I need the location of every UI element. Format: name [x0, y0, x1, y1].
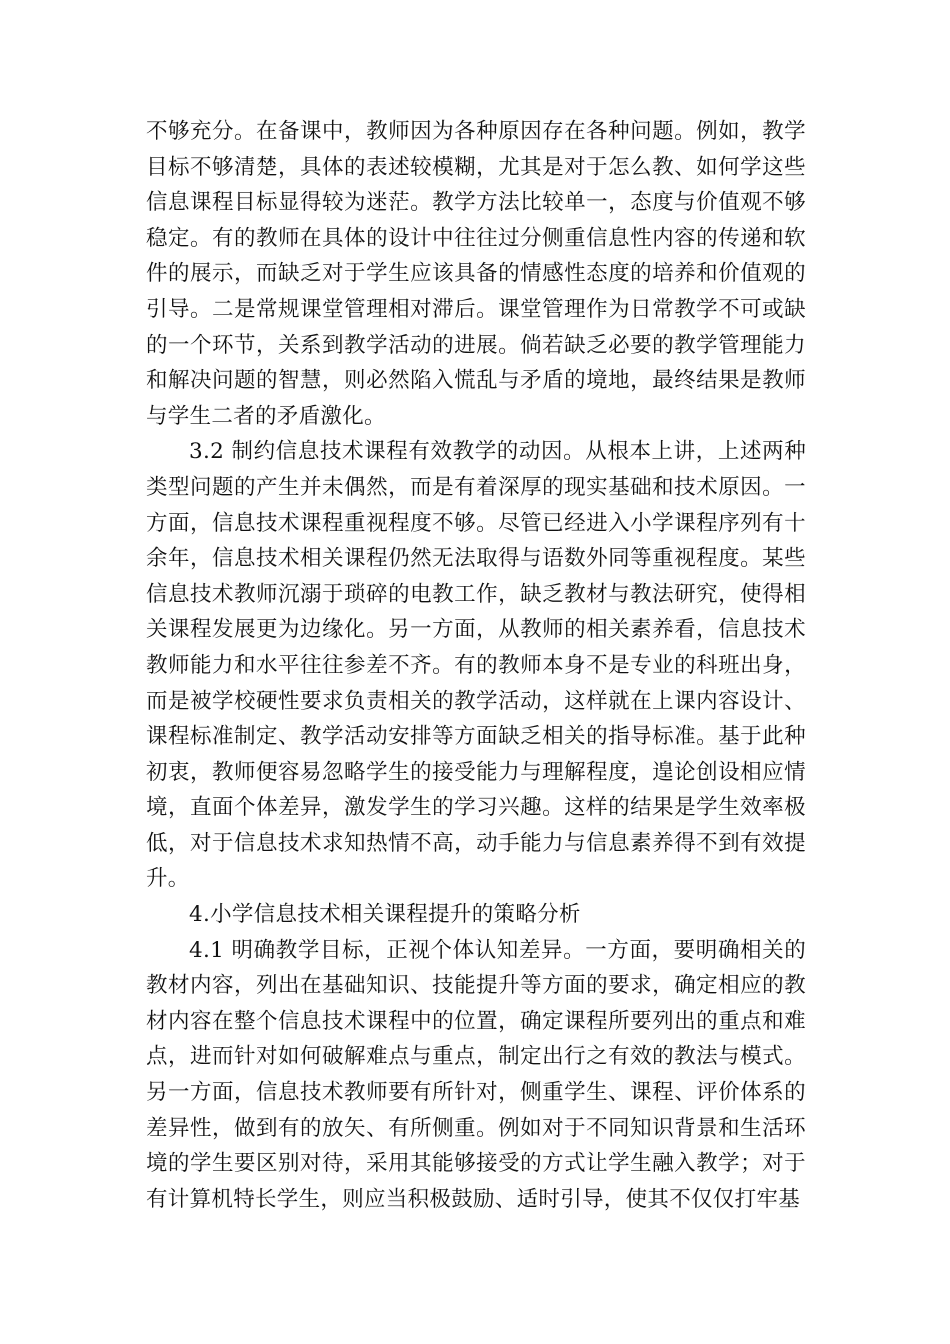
section-heading-4: 4.小学信息技术相关课程提升的策略分析 — [189, 902, 581, 928]
paragraph-continued: 不够充分。在备课中，教师因为各种原因存在各种问题。例如，教学目标不够清楚，具体的表述较模糊，尤其是对于怎么教、如何学这些信息课程目标显得较为迷茫。教学方法比较单一，态度与价值观不够稳定。有的教师在具体的设计中往往过分侧重信息性内容的传递和软件的展示，而缺乏对于学生应该具备的情感性态度的培养和价值观的引导。二是常规课堂管理相对滞后。课堂管理作为日常教学不可或缺的一个环节，关系到教学活动的进展。倘若缺乏必要的教学管理能力和解决问题的智慧，则必然陷入慌乱与矛盾的境地，最终结果是教师与学生二者的矛盾激化。 — [146, 119, 806, 429]
paragraph-section-3-2: 3.2 制约信息技术课程有效教学的动因。从根本上讲，上述两种类型问题的产生并未偶然，而是有着深厚的现实基础和技术原因。一方面，信息技术课程重视程度不够。尽管已经进入小学课程序列有十余年，信息技术相关课程仍然无法取得与语数外同等重视程度。某些信息技术教师沉溺于琐碎的电教工作，缺乏教材与教法研究，使得相关课程发展更为边缘化。另一方面，从教师的相关素养看，信息技术教师能力和水平往往参差不齐。有的教师本身不是专业的科班出身，而是被学校硬性要求负责相关的教学活动，这样就在上课内容设计、课程标准制定、教学活动安排等方面缺乏相关的指导标准。基于此种初衷，教师便容易忽略学生的接受能力与理解程度，遑论创设相应情境，直面个体差异，激发学生的学习兴趣。这样的结果是学生效率极低，对于信息技术求知热情不高，动手能力与信息素养得不到有效提升。 — [146, 439, 806, 892]
paragraph-section-4-1: 4.1 明确教学目标，正视个体认知差异。一方面，要明确相关的教材内容，列出在基础知识、技能提升等方面的要求，确定相应的教材内容在整个信息技术课程中的位置，确定课程所要列出的重点和难点，进而针对如何破解难点与重点，制定出行之有效的教法与模式。另一方面，信息技术教师要有所针对，侧重学生、课程、评价体系的差异性，做到有的放矢、有所侧重。例如对于不同知识背景和生活环境的学生要区别对待，采用其能够接受的方式让学生融入教学；对于有计算机特长学生，则应当积极鼓励、适时引导，使其不仅仅打牢基 — [146, 937, 806, 1212]
document-body — [146, 114, 806, 1217]
